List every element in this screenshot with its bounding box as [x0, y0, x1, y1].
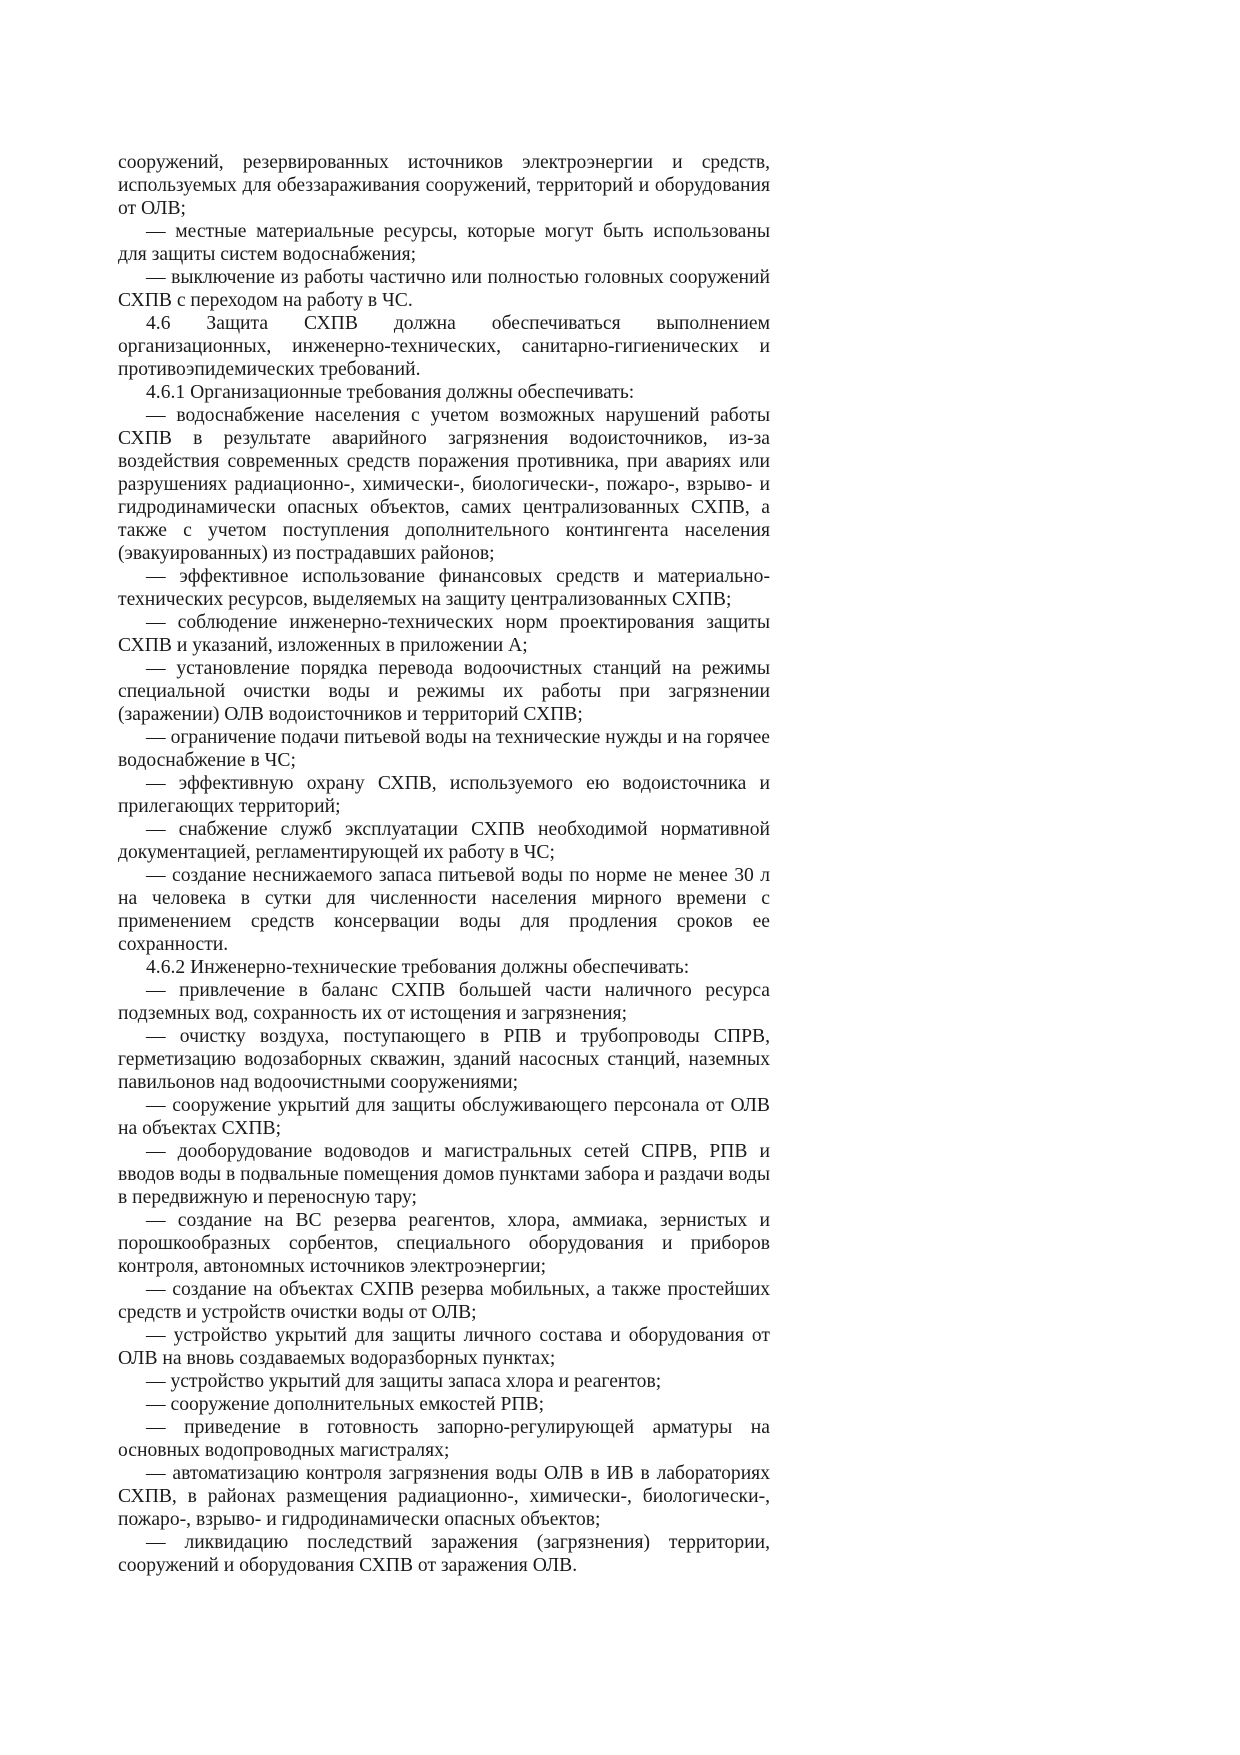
list-item: — снабжение служб эксплуатации СХПВ необходимой нормативной документацией, регламентирующей их работу в ЧС; — [118, 819, 770, 863]
list-item: — выключение из работы частично или полностью головных сооружений СХПВ с переходом на работу в ЧС. — [118, 267, 770, 311]
list-item: — сооружение дополнительных емкостей РПВ; — [146, 1394, 545, 1415]
list-item: — устройство укрытий для защиты запаса хлора и реагентов; — [146, 1371, 662, 1392]
list-item: — приведение в готовность запорно-регулирующей арматуры на основных водопроводных магистралях; — [118, 1417, 770, 1461]
list-item: — устройство укрытий для защиты личного состава и оборудования от ОЛВ на вновь создаваемых водоразборных пунктах; — [118, 1325, 770, 1369]
section-4-6-paragraph: 4.6 Защита СХПВ должна обеспечиваться выполнением организационных, инженерно-технических, санитарно-гигиенических и противоэпидемических требований. — [118, 313, 770, 380]
list-item: — ликвидацию последствий заражения (загрязнения) территории, сооружений и оборудования СХПВ от заражения ОЛВ. — [118, 1532, 770, 1576]
section-4-6-1-heading: 4.6.1 Организационные требования должны обеспечивать: — [146, 382, 635, 403]
list-item: — создание на ВС резерва реагентов, хлора, аммиака, зернистых и порошкообразных сорбентов, специального оборудования и приборов контроля, автономных источников электроэнергии; — [118, 1210, 770, 1277]
list-item: — привлечение в баланс СХПВ большей части наличного ресурса подземных вод, сохранность их от истощения и загрязнения; — [118, 980, 770, 1024]
list-item: — дооборудование водоводов и магистральных сетей СПРВ, РПВ и вводов воды в подвальные помещения домов пунктами забора и раздачи воды в передвижную и переносную тару; — [118, 1141, 770, 1208]
list-item: — автоматизацию контроля загрязнения воды ОЛВ в ИВ в лабораториях СХПВ, в районах размещения радиационно-, химически-, биологически-, пожаро-, взрыво- и гидродинамически опасных объектов; — [118, 1463, 770, 1530]
list-item: — соблюдение инженерно-технических норм проектирования защиты СХПВ и указаний, изложенных в приложении А; — [118, 612, 770, 656]
list-item: — эффективное использование финансовых средств и материально-технических ресурсов, выделяемых на защиту централизованных СХПВ; — [118, 566, 770, 610]
list-item: — эффективную охрану СХПВ, используемого ею водоисточника и прилегающих территорий; — [118, 773, 770, 817]
list-item: — создание неснижаемого запаса питьевой воды по норме не менее 30 л на человека в сутки для численности населения мирного времени с применением средств консервации воды для продления сроков ее сохранности. — [118, 865, 770, 955]
list-item: — ограничение подачи питьевой воды на технические нужды и на горячее водоснабжение в ЧС; — [118, 727, 770, 771]
document-page — [118, 151, 770, 1577]
section-4-6-2-heading: 4.6.2 Инженерно-технические требования должны обеспечивать: — [146, 957, 690, 978]
list-item: — местные материальные ресурсы, которые могут быть использованы для защиты систем водоснабжения; — [118, 221, 770, 265]
list-item: — водоснабжение населения с учетом возможных нарушений работы СХПВ в результате аварийного загрязнения водоисточников, из-за воздействия современных средств поражения противника, при авариях или разрушениях радиационно-, химически-, биологически-, пожаро-, взрыво- и гидродинамически опасных объектов, самих централизованных СХПВ, а также с учетом поступления дополнительного контингента населения (эвакуированных) из пострадавших районов; — [118, 405, 770, 564]
paragraph-continuation: сооружений, резервированных источников электроэнергии и средств, используемых для обеззараживания сооружений, территорий и оборудования от ОЛВ; — [118, 152, 770, 219]
list-item: — установление порядка перевода водоочистных станций на режимы специальной очистки воды и режимы их работы при загрязнении (заражении) ОЛВ водоисточников и территорий СХПВ; — [118, 658, 770, 725]
list-item: — создание на объектах СХПВ резерва мобильных, а также простейших средств и устройств очистки воды от ОЛВ; — [118, 1279, 770, 1323]
list-item: — очистку воздуха, поступающего в РПВ и трубопроводы СПРВ, герметизацию водозаборных скважин, зданий насосных станций, наземных павильонов над водоочистными сооружениями; — [118, 1026, 770, 1093]
list-item: — сооружение укрытий для защиты обслуживающего персонала от ОЛВ на объектах СХПВ; — [118, 1095, 770, 1139]
